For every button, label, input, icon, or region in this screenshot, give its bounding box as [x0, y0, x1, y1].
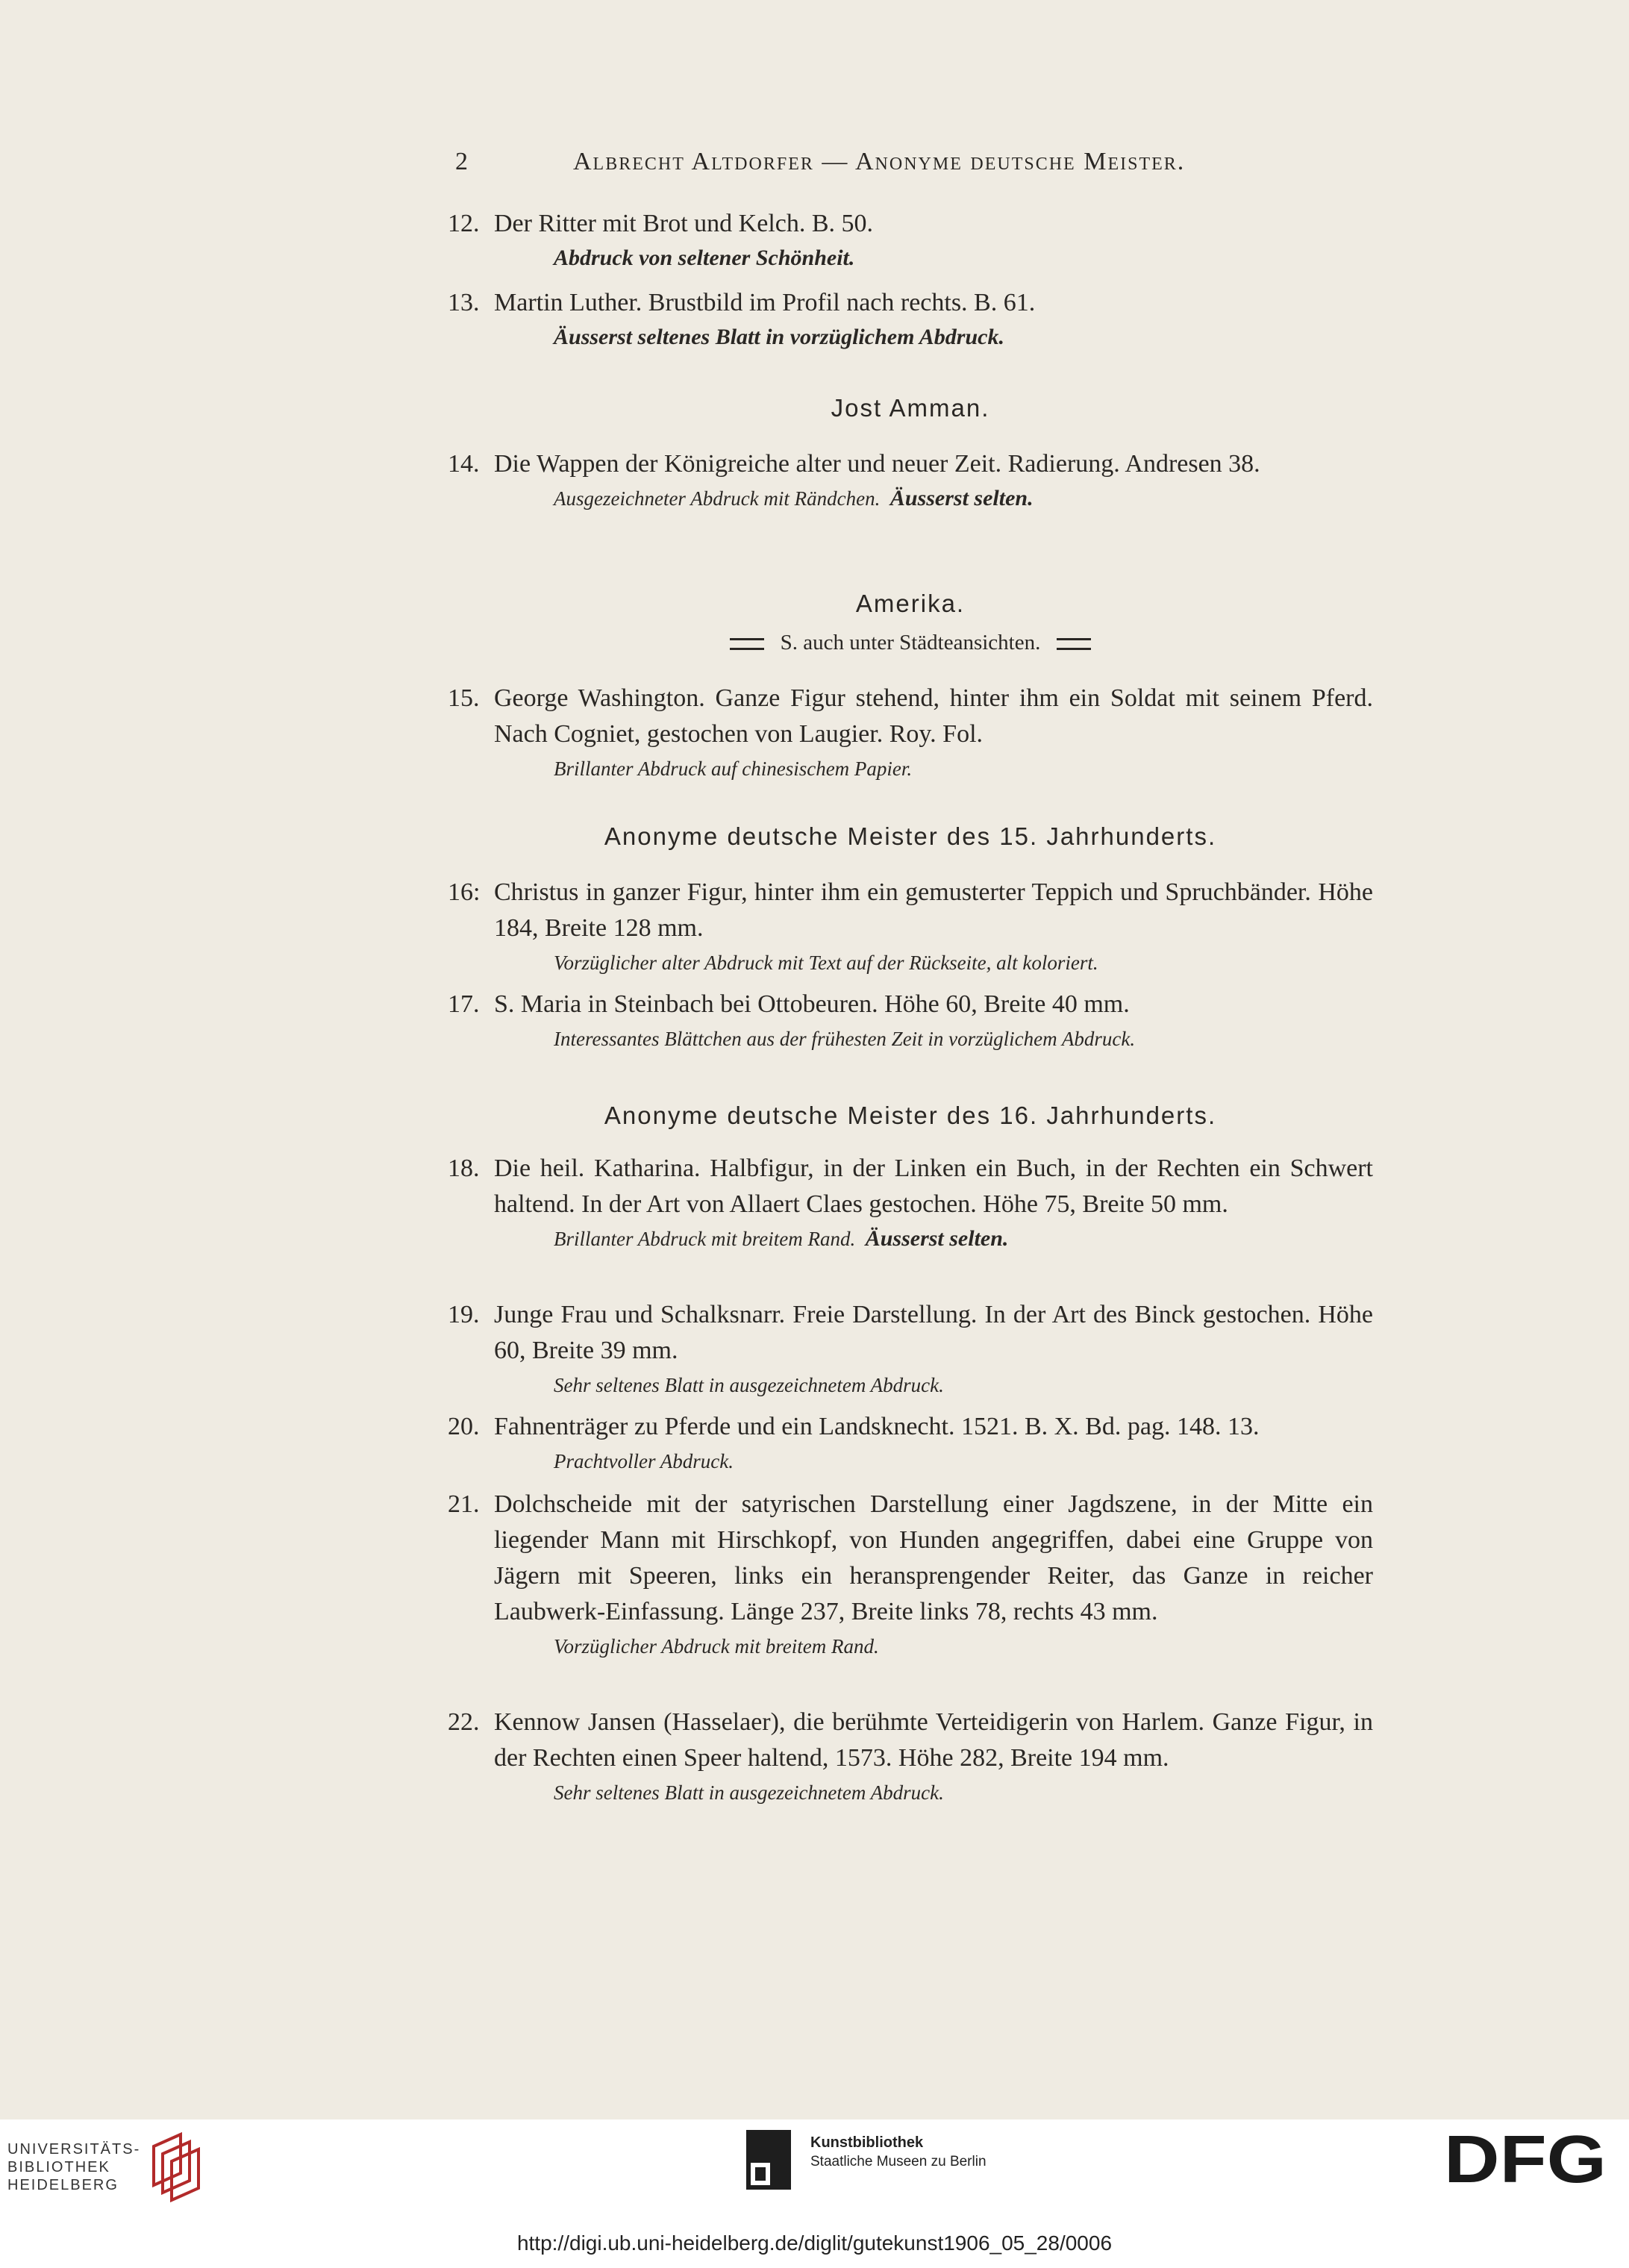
entry-15 [448, 681, 1373, 785]
entry-note: Vorzüglicher alter Abdruck mit Text auf der Rückseite, alt koloriert. [554, 952, 1098, 974]
section-heading-anon-15: Anonyme deutsche Meister des 15. Jahrhunderts. [604, 822, 1217, 850]
note-main: Ausgezeichneter Abdruck mit Rändchen. [554, 487, 881, 510]
entry-number: 12. [448, 210, 480, 237]
kunstbibliothek-mark-icon [745, 2128, 792, 2191]
section-heading-anon-16: Anonyme deutsche Meister des 16. Jahrhunderts. [604, 1102, 1217, 1129]
note-emphasis: Äusserst selten. [889, 486, 1034, 510]
entry-text: George Washington. Ganze Figur stehend, hinter ihm ein Soldat mit seinem Pferd. Nach Cogniet, gestochen von Laugier. Roy. Fol. [494, 684, 1373, 748]
entry-note [554, 1222, 1373, 1255]
dfg-logo-text: DFG [1444, 2128, 1607, 2188]
entry-note: Äusserst seltenes Blatt in vorzüglichem Abdruck. [554, 325, 1004, 349]
entry-14 [448, 446, 1373, 515]
entry-17 [448, 987, 1373, 1055]
section-heading-jost-amman: Jost Amman. [831, 394, 990, 422]
entry-12 [448, 206, 1373, 275]
entry-text: Junge Frau und Schalksnarr. Freie Darstellung. In der Art des Binck gestochen. Höhe 60, Breite 39 mm. [494, 1301, 1373, 1364]
entry-text: Dolchscheide mit der satyrischen Darstellung einer Jagdszene, in der Mitte ein liegender Mann mit Hirschkopf, von Hunden angegriffen, dabei eine Gruppe von Jägern mit Speeren, links ein heransprengender Reiter, das Ganze in reicher Laubwerk-Einfassung. Länge 237, Breite links 78, rechts 43 mm. [494, 1490, 1373, 1625]
entry-16 [448, 875, 1373, 979]
entry-note: Sehr seltenes Blatt in ausgezeichnetem Abdruck. [554, 1374, 944, 1396]
cross-reference-text: S. auch unter Städteansichten. [780, 631, 1041, 655]
uni-logo-line-2: BIBLIOTHEK [7, 2159, 110, 2175]
entry-number: 17. [448, 990, 480, 1018]
entry-note: Brillanter Abdruck auf chinesischem Papier. [554, 757, 913, 780]
entry-number: 18. [448, 1155, 480, 1182]
entry-21 [448, 1487, 1373, 1663]
entry-number: 22. [448, 1708, 480, 1736]
double-rule-left [730, 638, 764, 650]
entry-text: S. Maria in Steinbach bei Ottobeuren. Höhe 60, Breite 40 mm. [494, 990, 1130, 1018]
entry-19 [448, 1297, 1373, 1402]
entry-number: 16: [448, 878, 481, 906]
entry-text: Christus in ganzer Figur, hinter ihm ein gemusterter Teppich und Spruchbänder. Höhe 184, Breite 128 mm. [494, 878, 1373, 942]
entry-text: Kennow Jansen (Hasselaer), die berühmte Verteidigerin von Harlem. Ganze Figur, in der Rechten einen Speer haltend, 1573. Höhe 282, Breite 194 mm. [494, 1708, 1373, 1772]
uni-logo-line-1: UNIVERSITÄTS- [7, 2141, 141, 2158]
cross-reference [448, 631, 1373, 655]
heidelberg-mark-icon [146, 2130, 210, 2205]
entry-20 [448, 1409, 1373, 1478]
entry-number: 20. [448, 1413, 480, 1440]
kunstbibliothek-title: Kunstbibliothek [810, 2134, 924, 2151]
entry-note: Prachtvoller Abdruck. [554, 1450, 734, 1472]
heidelberg-library-logo [7, 2140, 140, 2194]
uni-logo-line-3: HEIDELBERG [7, 2177, 119, 2193]
entry-note: Vorzüglicher Abdruck mit breitem Rand. [554, 1635, 879, 1658]
source-url: http://digi.ub.uni-heidelberg.de/diglit/gutekunst1906_05_28/0006 [516, 2231, 1113, 2255]
entry-note [554, 482, 1373, 515]
double-rule-right [1057, 638, 1091, 650]
entry-22 [448, 1705, 1373, 1809]
entry-number: 13. [448, 289, 480, 316]
page-number: 2 [455, 148, 469, 175]
kunstbibliothek-logo-text [810, 2133, 987, 2172]
entry-number: 21. [448, 1490, 480, 1518]
entry-text: Fahnenträger zu Pferde und ein Landsknecht. 1521. B. X. Bd. pag. 148. 13. [494, 1413, 1260, 1440]
entry-note: Abdruck von seltener Schönheit. [554, 246, 855, 270]
entry-number: 14. [448, 450, 480, 478]
entry-text: Die heil. Katharina. Halbfigur, in der Linken ein Buch, in der Rechten ein Schwert haltend. In der Art von Allaert Claes gestochen. Höhe 75, Breite 50 mm. [494, 1155, 1373, 1218]
entry-number: 15. [448, 684, 480, 712]
entry-text: Martin Luther. Brustbild im Profil nach rechts. B. 61. [494, 289, 1036, 316]
note-emphasis: Äusserst selten. [865, 1226, 1009, 1251]
note-main: Brillanter Abdruck mit breitem Rand. [554, 1228, 856, 1250]
entry-note: Interessantes Blättchen aus der frühesten Zeit in vorzüglichem Abdruck. [554, 1028, 1136, 1050]
dfg-logo [1444, 2128, 1608, 2188]
entry-number: 19. [448, 1301, 480, 1328]
kunstbibliothek-subtitle: Staatliche Museen zu Berlin [810, 2154, 987, 2169]
entry-note: Sehr seltenes Blatt in ausgezeichnetem Abdruck. [554, 1781, 944, 1804]
running-title: Albrecht Altdorfer — Anonyme deutsche Meister. [573, 148, 1186, 175]
entry-text: Der Ritter mit Brot und Kelch. B. 50. [494, 210, 874, 237]
entry-13 [448, 285, 1373, 354]
entry-text: Die Wappen der Königreiche alter und neuer Zeit. Radierung. Andresen 38. [494, 450, 1260, 478]
entry-18 [448, 1151, 1373, 1255]
section-heading-amerika: Amerika. [855, 590, 966, 617]
